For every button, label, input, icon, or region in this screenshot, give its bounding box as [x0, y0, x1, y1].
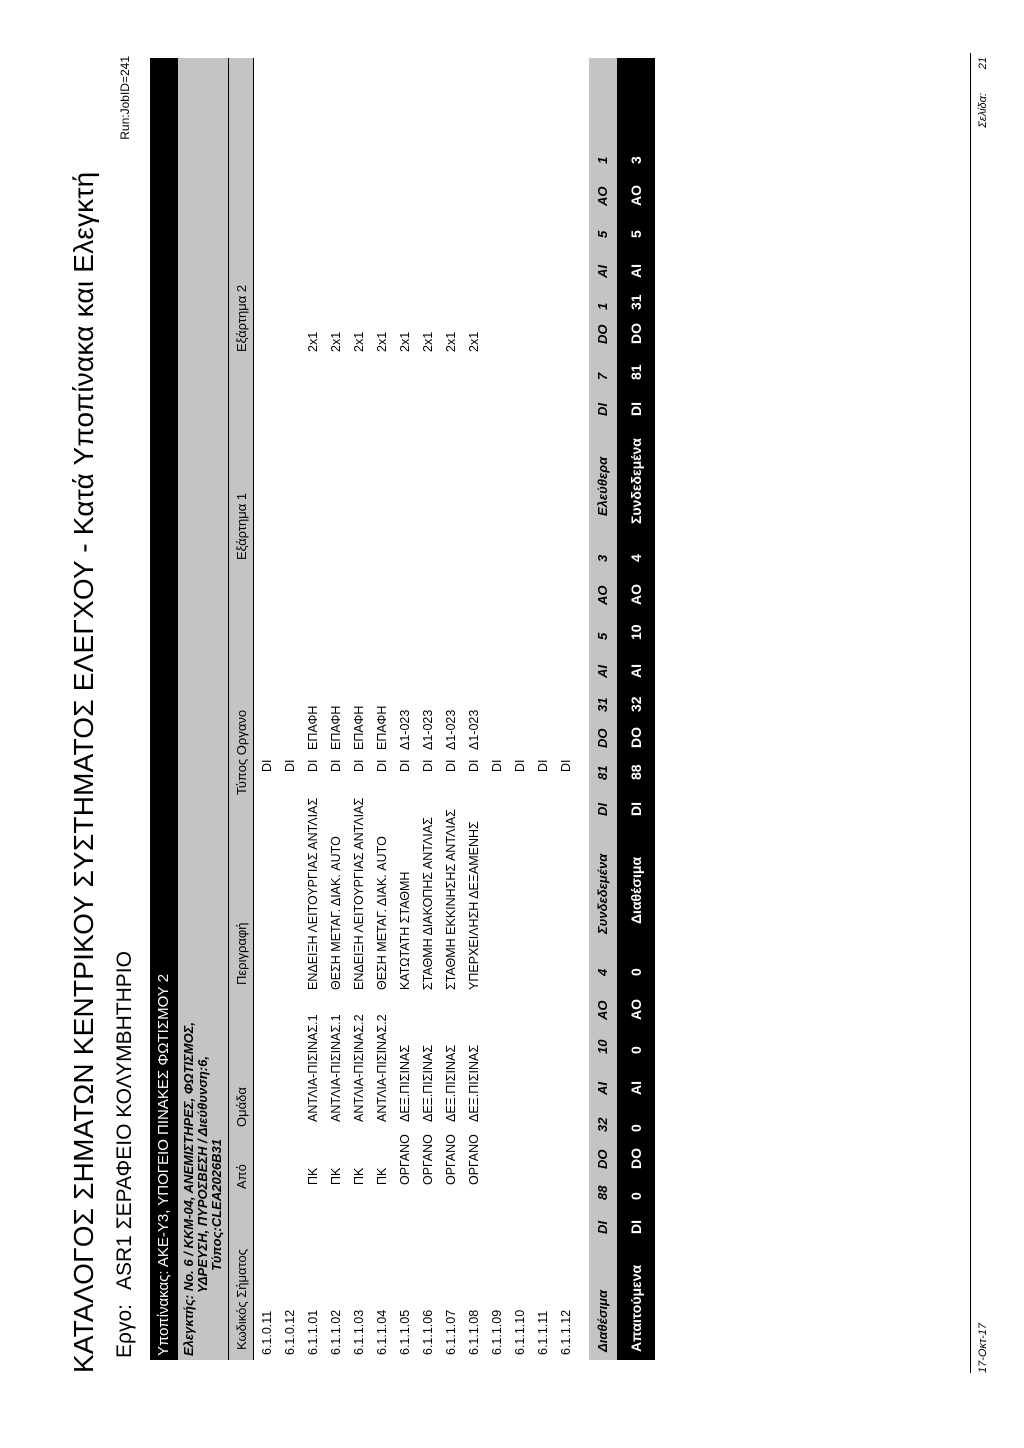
summary-available-row: [589, 58, 617, 1360]
signal-ext2: 2x1: [421, 331, 435, 352]
summary-available-cell: 32: [595, 1117, 610, 1132]
summary-conn2-cell: AI: [628, 264, 644, 278]
summary-connected-cell: DO: [595, 728, 610, 748]
signal-table: [256, 58, 578, 1360]
summary-conn2-cell: DO: [628, 323, 644, 344]
signal-code: 6.1.1.09: [490, 1309, 504, 1355]
signal-description: ΕΝΔΕΙΞΗ ΛΕΙΤΟΥΡΓΙΑΣ ΑΝΤΛΙΑΣ: [352, 797, 366, 990]
summary-avail2-cell: 88: [628, 764, 644, 780]
signal-description: ΣΤΑΘΜΗ ΔΙΑΚΟΠΗΣ ΑΝΤΛΙΑΣ: [421, 817, 435, 990]
header-description: Περιγραφή: [234, 922, 249, 985]
summary-avail2-label: Διαθέσιμα: [628, 856, 644, 924]
signal-code: 6.1.1.04: [375, 1309, 389, 1355]
header-from: Από: [234, 1164, 249, 1189]
header-code: Κωδικός Σήματος: [234, 1249, 249, 1350]
signal-type: DI: [467, 759, 481, 772]
table-row: [417, 58, 440, 1360]
summary-connected-label: Συνδεδεμένα: [595, 853, 610, 934]
signal-group: ΑΝΤΛΙΑ-ΠΙΣΙΝΑΣ.1: [306, 1014, 320, 1122]
table-row: [440, 58, 463, 1360]
signal-code: 6.1.1.06: [421, 1309, 435, 1355]
summary-required-cell: 0: [628, 968, 644, 976]
controller-label: Ελεγκτής:: [181, 1294, 196, 1356]
summary-conn2-cell: 31: [628, 294, 644, 310]
signal-device: ΕΠΑΦΗ: [306, 705, 320, 750]
summary-free-cell: DI: [595, 403, 610, 416]
signal-type: DI: [536, 759, 550, 772]
table-header: [228, 58, 254, 1360]
panel-value: ΑΚΕ-Υ3, ΥΠΟΓΕΙΟ ΠΙΝΑΚΕΣ ΦΩΤΙΣΜΟΥ 2: [155, 973, 172, 1268]
signal-group: ΑΝΤΛΙΑ-ΠΙΣΙΝΑΣ.1: [329, 1014, 343, 1122]
signal-ext2: 2x1: [375, 331, 389, 352]
panel-bar: [150, 58, 178, 1360]
table-row: [348, 58, 371, 1360]
signal-type: DI: [283, 759, 297, 772]
signal-from: ΠΚ: [329, 1167, 343, 1185]
summary-conn2-cell: 81: [628, 364, 644, 380]
project-line: [113, 951, 137, 1358]
summary-free-cell: 1: [595, 302, 610, 310]
signal-type: DI: [559, 759, 573, 772]
table-row: [486, 58, 509, 1360]
summary-connected-cell: 5: [595, 632, 610, 640]
table-row: [532, 58, 555, 1360]
signal-ext2: 2x1: [352, 331, 366, 352]
signal-code: 6.1.1.03: [352, 1309, 366, 1355]
summary-conn2-cell: AO: [628, 185, 644, 206]
summary-free-cell: 7: [595, 372, 610, 380]
table-row: [463, 58, 486, 1360]
signal-type: DI: [329, 759, 343, 772]
summary-available-cell: DO: [595, 1149, 610, 1169]
footer-page-number: 21: [977, 57, 989, 70]
summary-required-cell: DO: [628, 1148, 644, 1169]
project-label: Εργο:: [113, 1304, 136, 1358]
signal-group: ΔΕΞ.ΠΙΣΙΝΑΣ: [467, 1044, 481, 1122]
signal-group: ΔΕΞ.ΠΙΣΙΝΑΣ: [444, 1044, 458, 1122]
signal-from: ΟΡΓΑΝΟ: [421, 1134, 435, 1185]
signal-code: 6.1.1.11: [536, 1310, 550, 1355]
summary-available-cell: 4: [595, 968, 610, 976]
summary-avail2-cell: 10: [628, 624, 644, 640]
signal-type: DI: [444, 759, 458, 772]
table-row: [371, 58, 394, 1360]
summary-available-cell: DI: [595, 1221, 610, 1234]
summary-connected-cell: 3: [595, 554, 610, 562]
header-group: Ομάδα: [234, 1087, 249, 1127]
summary-available-cell: AO: [595, 1000, 610, 1020]
summary-connected-cell: 81: [595, 765, 610, 780]
table-row: [394, 58, 417, 1360]
summary-connected-cell: AI: [595, 665, 610, 678]
summary-connected-cell: AO: [595, 585, 610, 605]
controller-info: [178, 58, 228, 1360]
summary-connected-cell: 31: [595, 697, 610, 712]
signal-from: ΠΚ: [306, 1167, 320, 1185]
summary-free-label: Ελεύθερα: [595, 456, 610, 516]
summary-available-cell: 88: [595, 1185, 610, 1200]
signal-description: ΘΕΣΗ ΜΕΤΑΓ. ΔΙΑΚ. AUTO: [375, 836, 389, 990]
signal-code: 6.1.1.10: [513, 1309, 527, 1355]
summary-avail2-cell: DI: [628, 802, 644, 816]
project-value: ASR1 ΣΕΡΑΦΕΙΟ ΚΟΛΥΜΒΗΤΗΡΙΟ: [113, 951, 136, 1290]
signal-device: ΕΠΑΦΗ: [352, 705, 366, 750]
signal-device: ΕΠΑΦΗ: [329, 705, 343, 750]
controller-line1: Νο. 6 / ΚΚΜ-04, ΑΝΕΜΙΣΤΗΡΕΣ, ΦΩΤΙΣΜΟΣ,: [181, 1021, 196, 1292]
summary-conn2-cell: 3: [628, 156, 644, 164]
signal-description: ΥΠΕΡΧΕΙΛΗΣΗ ΔΕΞΑΜΕΝΗΣ: [467, 821, 481, 990]
signal-type: DI: [260, 759, 274, 772]
header-ext1: Εξάρτημα 1: [234, 492, 249, 560]
signal-type: DI: [421, 759, 435, 772]
panel-label: Υποπίνακας:: [155, 1270, 172, 1356]
signal-device: Δ1-023: [467, 709, 481, 750]
table-row: [279, 58, 302, 1360]
signal-from: ΠΚ: [352, 1167, 366, 1185]
summary-avail2-cell: AO: [628, 584, 644, 605]
signal-from: ΟΡΓΑΝΟ: [467, 1134, 481, 1185]
signal-code: 6.1.1.07: [444, 1309, 458, 1355]
summary-avail2-cell: 4: [628, 554, 644, 562]
summary-available-cell: 10: [595, 1039, 610, 1054]
summary-free-cell: 1: [595, 156, 610, 164]
signal-code: 6.1.1.05: [398, 1309, 412, 1355]
summary-conn2-cell: DI: [628, 402, 644, 416]
summary-free-cell: DO: [595, 324, 610, 344]
signal-group: ΑΝΤΛΙΑ-ΠΙΣΙΝΑΣ.2: [375, 1014, 389, 1122]
signal-type: DI: [306, 759, 320, 772]
signal-description: ΘΕΣΗ ΜΕΤΑΓ. ΔΙΑΚ. AUTO: [329, 836, 343, 990]
summary-conn2-cell: 5: [628, 230, 644, 238]
signal-code: 6.1.0.11: [260, 1310, 274, 1355]
controller-line3: Τύπος:CLEA2026B31: [209, 1139, 224, 1271]
summary-avail2-cell: 32: [628, 696, 644, 712]
signal-code: 6.1.1.02: [329, 1309, 343, 1355]
signal-code: 6.1.1.01: [306, 1309, 320, 1355]
summary-connected-cell: DI: [595, 803, 610, 816]
signal-ext2: 2x1: [329, 331, 343, 352]
signal-group: ΔΕΞ.ΠΙΣΙΝΑΣ: [421, 1044, 435, 1122]
signal-ext2: 2x1: [467, 331, 481, 352]
run-job-id: Run:JobID=241: [118, 56, 132, 140]
signal-group: ΑΝΤΛΙΑ-ΠΙΣΙΝΑΣ.2: [352, 1014, 366, 1122]
signal-type: DI: [352, 759, 366, 772]
summary-required-label: Απαιτούμενα: [628, 1264, 644, 1352]
controller-line2: ΥΔΡΕΥΣΗ, ΠΥΡΟΣΒΕΣΗ / Διεύθυνση:6,: [195, 1056, 210, 1293]
signal-from: ΠΚ: [375, 1167, 389, 1185]
summary-available-cell: AI: [595, 1082, 610, 1095]
summary-conn2-label: Συνδεδεμένα: [628, 438, 644, 524]
signal-description: ΣΤΑΘΜΗ ΕΚΚΙΝΗΣΗΣ ΑΝΤΛΙΑΣ: [444, 809, 458, 990]
signal-device: Δ1-023: [398, 709, 412, 750]
signal-from: ΟΡΓΑΝΟ: [398, 1134, 412, 1185]
signal-ext2: 2x1: [444, 331, 458, 352]
table-row: [256, 58, 279, 1360]
signal-device: Δ1-023: [421, 709, 435, 750]
summary-free-cell: 5: [595, 230, 610, 238]
page-footer: [970, 53, 989, 1373]
signal-device: ΕΠΑΦΗ: [375, 705, 389, 750]
signal-description: ΕΝΔΕΙΞΗ ΛΕΙΤΟΥΡΓΙΑΣ ΑΝΤΛΙΑΣ: [306, 797, 320, 990]
summary-free-cell: AI: [595, 265, 610, 278]
summary-required-cell: AO: [628, 999, 644, 1020]
signal-code: 6.1.1.08: [467, 1309, 481, 1355]
summary-avail2-cell: DO: [628, 727, 644, 748]
signal-type: DI: [490, 759, 504, 772]
header-ext2: Εξάρτημα 2: [234, 284, 249, 352]
summary-free-cell: AO: [595, 186, 610, 206]
table-row: [325, 58, 348, 1360]
summary-available-label: Διαθέσιμα: [595, 1289, 610, 1352]
signal-description: ΚΑΤΩΤΑΤΗ ΣΤΑΘΜΗ: [398, 871, 412, 990]
signal-type: DI: [398, 759, 412, 772]
footer-page-label: Σελίδα:: [977, 93, 989, 128]
signal-type: DI: [375, 759, 389, 772]
table-row: [302, 58, 325, 1360]
table-row: [509, 58, 532, 1360]
table-row: [555, 58, 578, 1360]
signal-device: Δ1-023: [444, 709, 458, 750]
signal-ext2: 2x1: [306, 331, 320, 352]
summary-required-cell: AI: [628, 1081, 644, 1095]
summary-required-cell: DI: [628, 1220, 644, 1234]
summary-avail2-cell: AI: [628, 664, 644, 678]
summary-required-cell: 0: [628, 1124, 644, 1132]
header-type-device: Τύπος Οργανο: [234, 709, 249, 795]
summary-required-row: [617, 58, 655, 1360]
signal-code: 6.1.0.12: [283, 1309, 297, 1355]
signal-from: ΟΡΓΑΝΟ: [444, 1134, 458, 1185]
signal-code: 6.1.1.12: [559, 1309, 573, 1355]
summary-required-cell: 0: [628, 1046, 644, 1054]
signal-type: DI: [513, 759, 527, 772]
signal-group: ΔΕΞ.ΠΙΣΙΝΑΣ: [398, 1044, 412, 1122]
page-title: ΚΑΤΑΛΟΓΟΣ ΣΗΜΑΤΩΝ ΚΕΝΤΡΙΚΟΥ ΣΥΣΤΗΜΑΤΟΣ ΕΛΕΓΧΟΥ - Κατά Υποπίνακα και Ελεγκτή: [68, 171, 99, 1373]
summary-required-cell: 0: [628, 1192, 644, 1200]
footer-date: 17-Οκτ-17: [977, 1323, 989, 1373]
signal-ext2: 2x1: [398, 331, 412, 352]
